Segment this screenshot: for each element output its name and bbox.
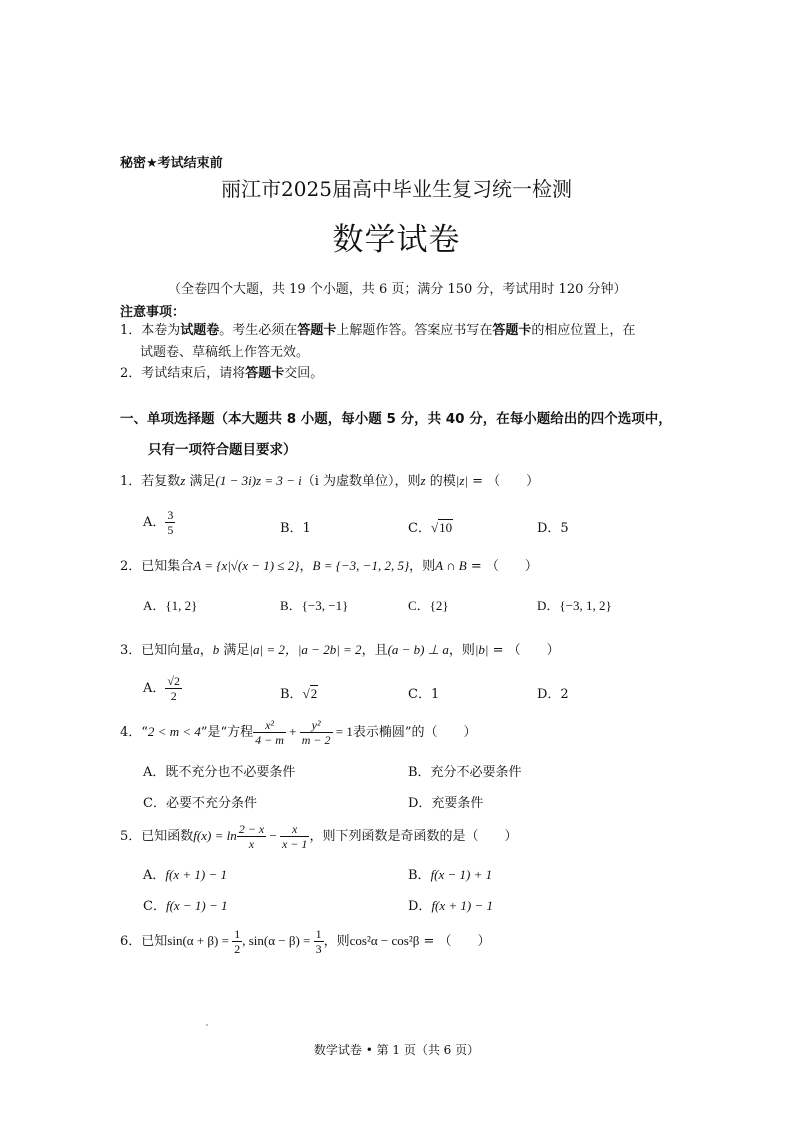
q5-option-b: B．f(x − 1) + 1 [408, 867, 493, 883]
q5-option-a: A．f(x + 1) − 1 [143, 867, 227, 883]
question-4: 4．“2 < m < 4”是“方程 $\frac{\text{x²}}{4 - m}$ + $\frac{\text{y²}}{m - 2}$ = 1表示椭圆”的（ ） [120, 718, 477, 747]
section-1-heading-cont: 只有一项符合题目要求） [148, 442, 297, 458]
q2-option-c: C．{2} [408, 598, 449, 613]
q4-option-c: C．必要不充分条件 [143, 796, 257, 811]
q3-option-b: B．√2 [280, 686, 318, 702]
question-5: 5．已知函数f(x) = ln $\frac{2 - x}{x}$ − $\frac{x}{x - 1}$ ，则下列函数是奇函数的是（ ） [120, 822, 518, 851]
q2-option-a: A．{1, 2} [143, 598, 198, 613]
note-2: 2．考试结束后，请将答题卡交回。 [120, 366, 324, 381]
question-6: 6．已知sin(α + β) = $\frac{1}{2}$ , sin(α − β) = $\frac{1}{3}$ ，则cos²α − cos²β = （ ） [120, 927, 491, 956]
section-1-heading: 一、单项选择题（本大题共 8 小题，每小题 5 分，共 40 分，在每小题给出的四个选项中， [120, 411, 672, 427]
q1-option-c: C．√10 [408, 520, 453, 536]
q3-option-a: A． $\frac{√2}{2}$ [143, 674, 180, 703]
q5-option-c: C．f(x − 1) − 1 [143, 898, 228, 914]
subject-title: 数学试卷 [332, 222, 461, 258]
secret-label: 秘密★考试结束前 [120, 156, 223, 171]
question-1: 1．若复数z 满足(1 − 3i)z = 3 − i（i 为虚数单位），则z 的模|z| = （ ） [120, 473, 540, 489]
q3-option-d: D．2 [537, 687, 569, 702]
q4-option-a: A．既不充分也不必要条件 [143, 765, 296, 780]
exam-info: （全卷四个大题，共 19 个小题，共 6 页；满分 150 分，考试用时 120 分钟） [168, 282, 627, 297]
q4-option-d: D．充要条件 [408, 796, 484, 811]
question-3: 3．已知向量a，b 满足|a| = 2，|a − 2b| = 2，且(a − b) ⊥ a，则|b| = （ ） [120, 642, 560, 658]
question-2: 2．已知集合A = {x|√(x − 1) ≤ 2}，B = {−3, −1, 2, 5}，则A ∩ B = （ ） [120, 558, 538, 574]
q2-option-b: B．{−3, −1} [280, 598, 349, 613]
q1-option-a: A． $\frac{3}{5}$ [143, 508, 174, 537]
page-footer: 数学试卷 • 第 1 页（共 6 页） [313, 1043, 480, 1057]
scan-mark [206, 1024, 208, 1026]
note-1: 1．本卷为试题卷。考生必须在答题卡上解题作答。答案应书写在答题卡的相应位置上，在 [120, 323, 636, 338]
q3-option-c: C．1 [408, 687, 440, 702]
q4-option-b: B．充分不必要条件 [408, 765, 522, 780]
q5-option-d: D．f(x + 1) − 1 [408, 898, 494, 914]
q1-option-b: B．1 [280, 521, 311, 536]
note-1-cont: 试题卷、草稿纸上作答无效。 [140, 345, 310, 360]
exam-title: 丽江市2025届高中毕业生复习统一检测 [221, 177, 572, 201]
notes-heading: 注意事项： [120, 305, 186, 320]
q1-option-d: D．5 [537, 521, 569, 536]
q2-option-d: D．{−3, 1, 2} [537, 598, 612, 613]
